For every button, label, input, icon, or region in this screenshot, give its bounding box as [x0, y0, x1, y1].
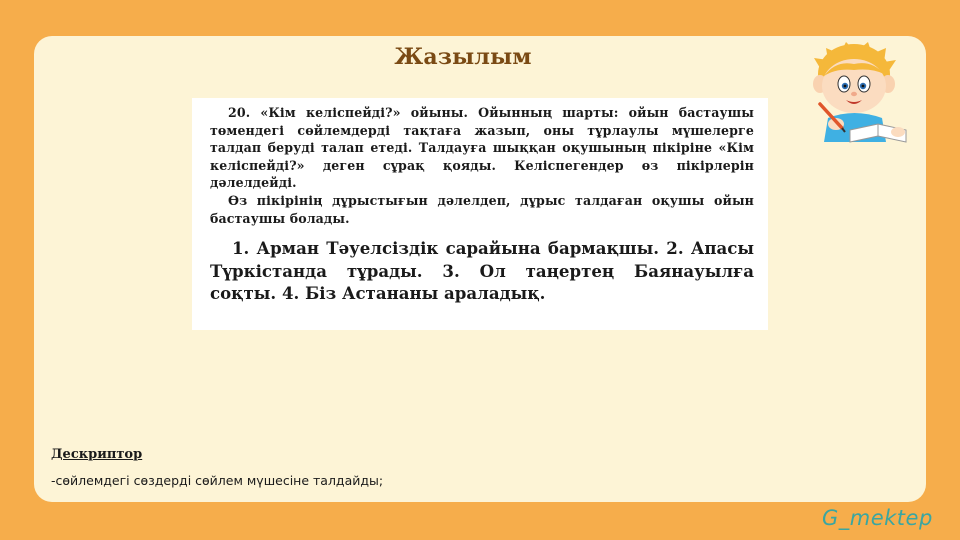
descriptor-item: -сөйлемдегі сөздерді сөйлем мүшесіне талдайды; — [51, 473, 384, 488]
exercise-paragraph-2: Өз пікірінің дұрыстығын дәлелдеп, дұрыс талдаған оқушы ойын бастаушы болады. — [210, 192, 754, 226]
boy-writing-icon — [806, 38, 918, 146]
exercise-sentences: 1. Арман Тәуелсіздік сарайына бармақшы. 2. Апасы Түркістанда тұрады. 3. Ол таңертең Баянауылға соқты. 4. Біз Астананы араладық. — [210, 238, 754, 304]
watermark-logo: G_mektep — [822, 506, 933, 530]
exercise-paragraph-1: 20. «Кім келіспейді?» ойыны. Ойынның шарты: ойын бастаушы төмендегі сөйлемдерді тақтаға жазып, оны тұрлаулы мүшелерге талдап беруді талап етеді. Талдауға шыққан оқушының пікіріне «Кім келіспейді?» деген сұрақ қояды. Келіспегендер өз пікірлерін дәлелдейді. — [210, 105, 754, 191]
page-title: Жазылым — [394, 44, 532, 70]
descriptor-heading: Дескриптор — [51, 447, 143, 462]
textbook-excerpt — [192, 98, 768, 330]
